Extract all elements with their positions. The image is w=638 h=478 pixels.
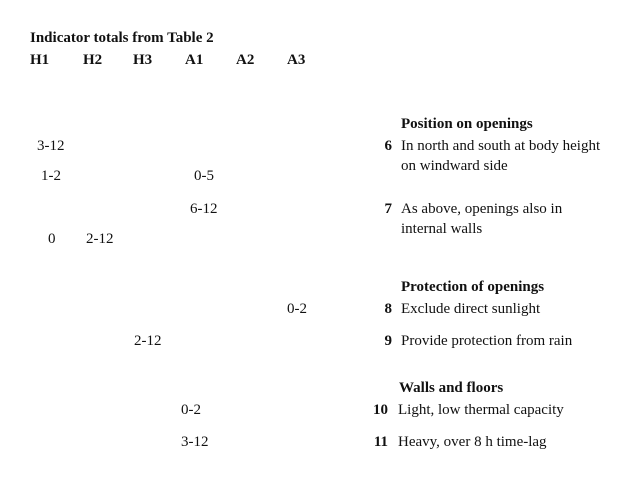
row6-number: 6	[384, 138, 392, 154]
row7-h2-value: 2-12	[86, 231, 114, 247]
row9-h3-value: 2-12	[134, 333, 162, 349]
row6-a1-value: 0-5	[194, 168, 214, 184]
column-header-h2: H2	[83, 52, 103, 68]
column-header-a1: A1	[185, 52, 204, 68]
row8-text: Exclude direct sunlight	[401, 301, 541, 317]
row8-a3-value: 0-2	[287, 301, 307, 317]
row10-number: 10	[373, 402, 388, 418]
row7-number: 7	[384, 201, 392, 217]
row7-text-line1: As above, openings also in	[401, 201, 563, 217]
row11-number: 11	[373, 434, 388, 450]
section-heading-protection: Protection of openings	[401, 279, 545, 295]
row6-h1-value: 3-12	[37, 138, 65, 154]
column-header-h1: H1	[30, 52, 50, 68]
section-heading-walls: Walls and floors	[399, 380, 504, 396]
row9-text: Provide protection from rain	[401, 333, 573, 349]
column-header-a2: A2	[236, 52, 255, 68]
row10-a1-value: 0-2	[181, 402, 201, 418]
row6-text-line2: on windward side	[401, 158, 508, 174]
row7-a1-value: 6-12	[190, 201, 218, 217]
row8-number: 8	[384, 301, 392, 317]
column-header-a3: A3	[287, 52, 306, 68]
row7-text-line2: internal walls	[401, 221, 483, 237]
row11-text: Heavy, over 8 h time-lag	[398, 434, 547, 450]
table-title: Indicator totals from Table 2	[30, 30, 214, 46]
row11-a1-value: 3-12	[181, 434, 209, 450]
section-heading-position: Position on openings	[401, 116, 533, 132]
row6-h1b-value: 1-2	[41, 168, 61, 184]
column-header-h3: H3	[133, 52, 153, 68]
row9-number: 9	[384, 333, 392, 349]
row7-h1-value: 0	[48, 231, 56, 247]
row6-text-line1: In north and south at body height	[401, 138, 601, 154]
row10-text: Light, low thermal capacity	[398, 402, 564, 418]
